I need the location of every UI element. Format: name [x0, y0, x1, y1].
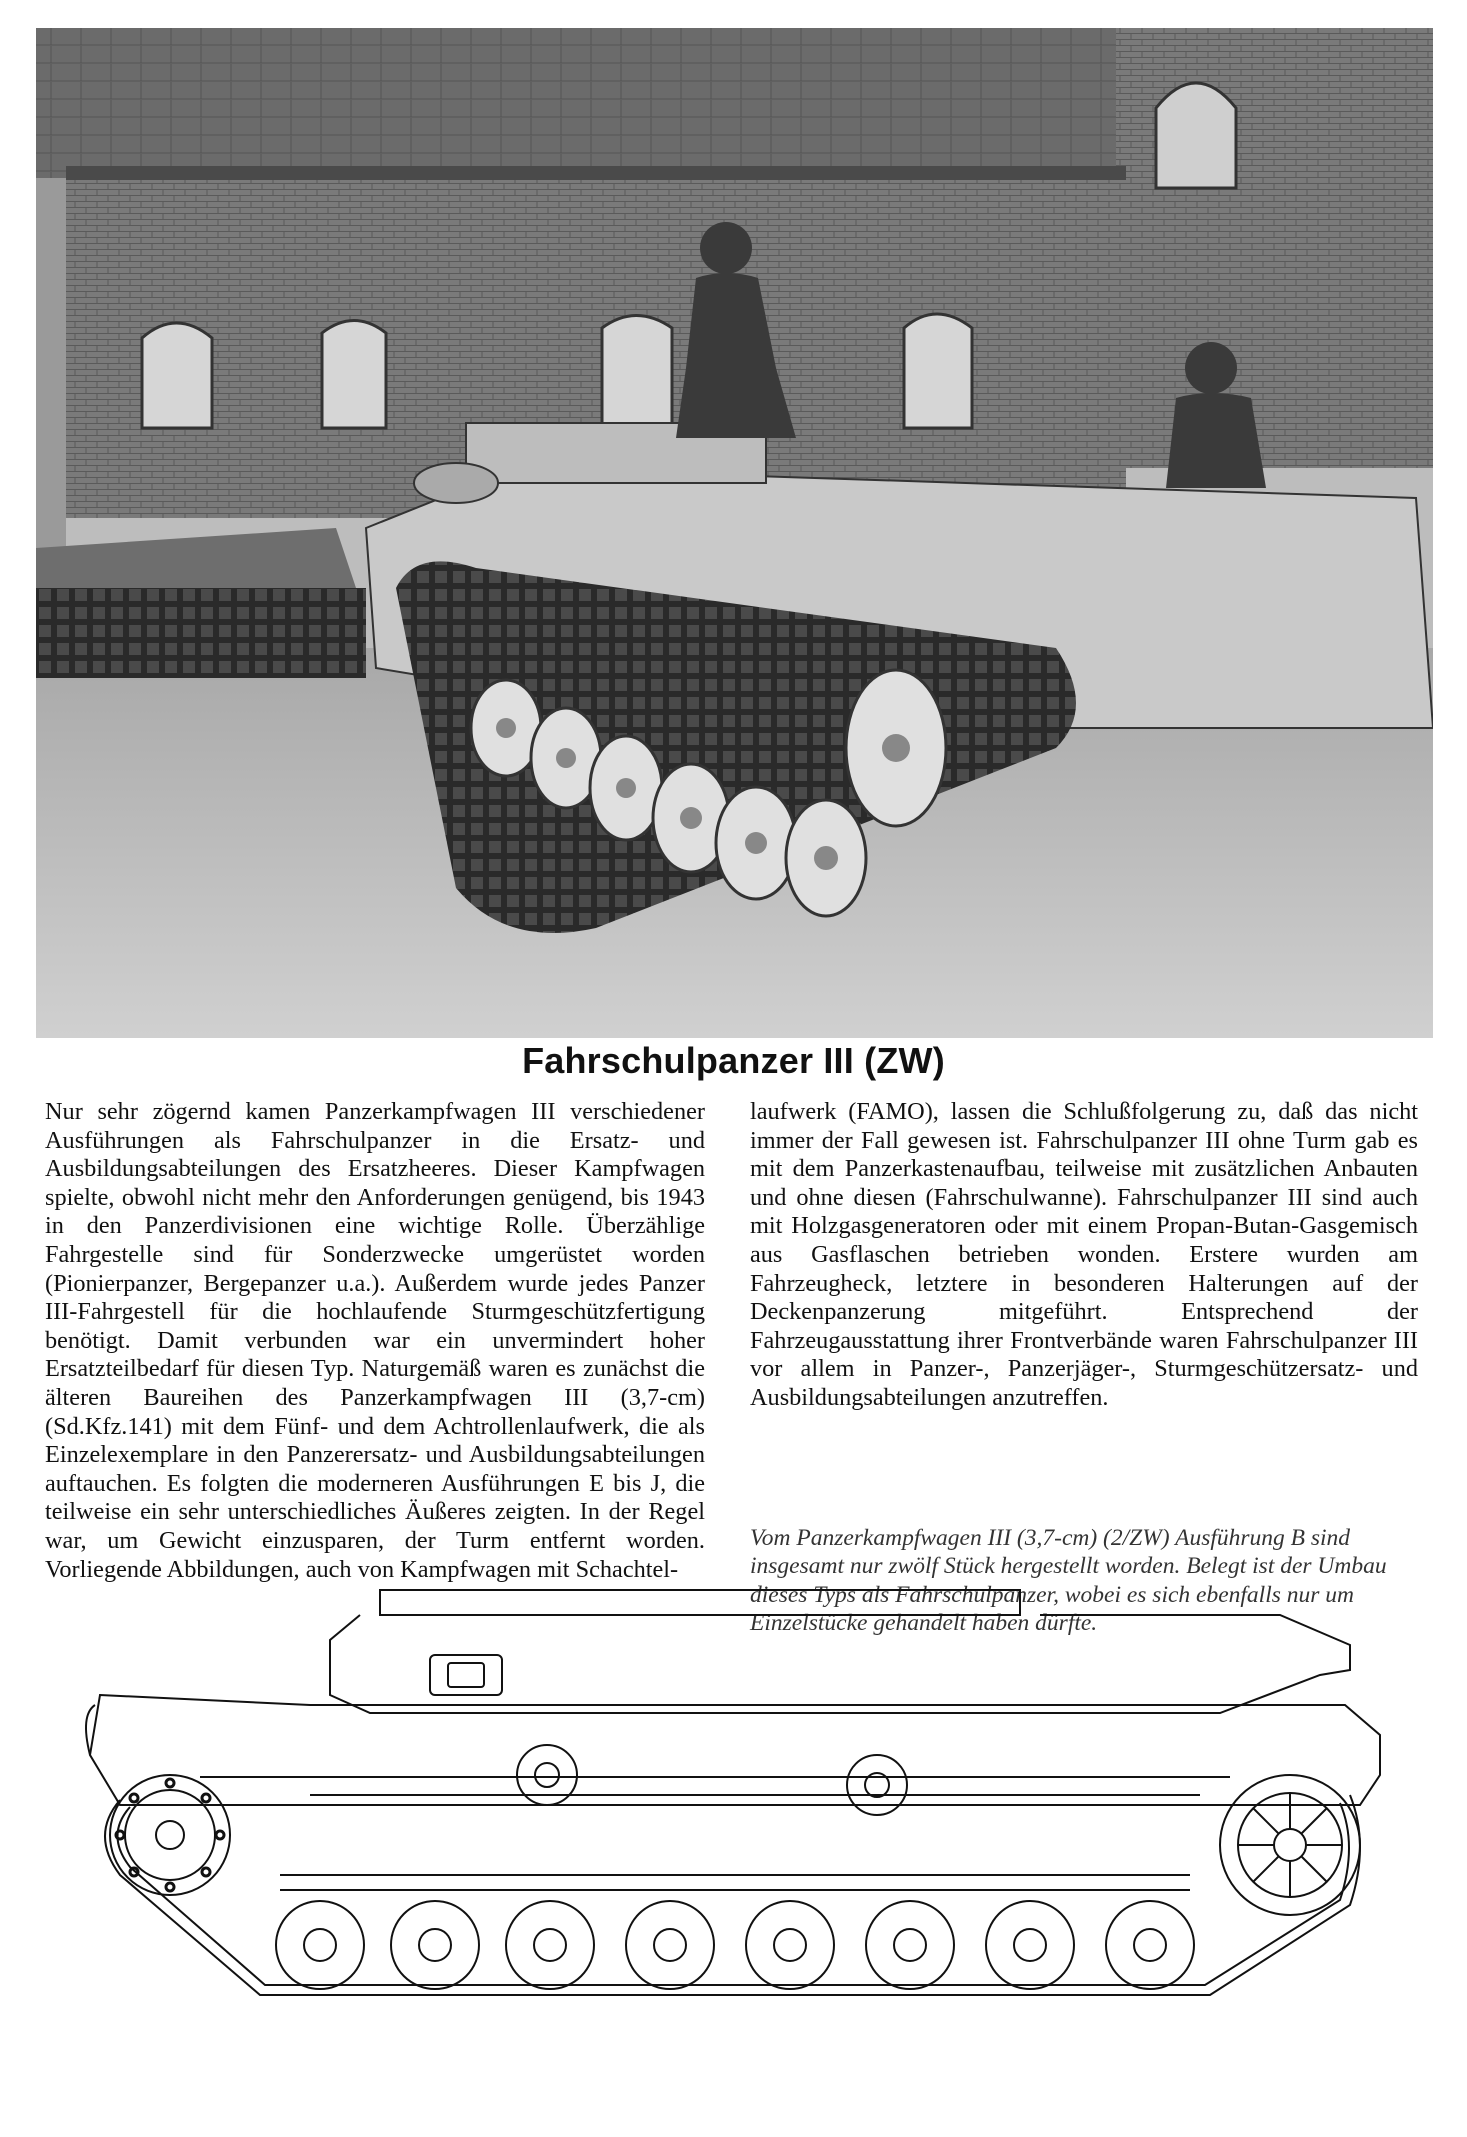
tank-photo — [36, 28, 1433, 1038]
body-paragraph-left: Nur sehr zögernd kamen Panzerkampfwagen III verschiedener Ausführungen als Fahrschulpanzer in die Ersatz- und Ausbildungsabteilungen des Ersatzheeres. Dieser Kampfwagen spielte, obwohl nicht mehr den Anforderungen genügend, bis 1943 in den Panzerdivisionen eine wichtige Rolle. Überzählige Fahrgestelle sind für Sonderzwecke umgerüstet worden (Pionierpanzer, Bergepanzer u.a.). Außerdem wurde jedes Panzer III-Fahrgestell für die hochlaufende Sturmgeschützfertigung benötigt. Damit verbunden war ein unvermindert hoher Ersatzteilbedarf für diesen Typ. Naturgemäß waren es zunächst die älteren Baureihen des Panzerkampfwagen III (3,7-cm) (Sd.Kfz.141) mit dem Fünf- und dem Achtrollenlaufwerk, die als Einzelexemplare in den Panzerersatz- und Ausbildungsabteilungen auftauchen. Es folgten die moderneren Ausführungen E bis J, die teilweise ein sehr unterschiedliches Äußeres zeigten. In der Regel war, um Gewicht einzusparen, der Turm entfernt worden. Vorliegende Abbildungen, auch von Kampfwagen mit Schachtel- — [45, 1098, 705, 1583]
body-text-right-column — [750, 1098, 1418, 1413]
body-paragraph-right: laufwerk (FAMO), lassen die Schlußfolgerung zu, daß das nicht immer der Fall gewesen ist. Fahrschulpanzer III ohne Turm gab es mit dem Panzerkastenaufbau, teilweise mit zusätzlichen Anbauten und ohne diesen (Fahrschulwanne). Fahrschulpanzer III sind auch mit Holzgasgeneratoren oder mit einem Propan-Butan-Gasgemisch aus Gasflaschen betrieben wonden. Erstere wurden am Fahrzeugheck, letztere in besonderen Halterungen auf der Deckenpanzerung mitgeführt. Entsprechend der Fahrzeugausstattung ihrer Frontverbände waren Fahrschulpanzer III vor allem in Panzer-, Panzerjäger-, Sturmgeschützersatz- und Ausbildungsabteilungen anzutreffen. — [750, 1098, 1418, 1411]
drawing-caption: Vom Panzerkampfwagen III (3,7-cm) (2/ZW) Ausführung B sind insgesamt nur zwölf Stück hergestellt worden. Belegt ist der Umbau dieses Typs als Fahrschulpanzer, wobei es sich ebenfalls nur um Einzelstücke gehandelt haben dürfte. — [750, 1525, 1387, 1636]
body-text-left-column — [45, 1098, 705, 1584]
tank-line-drawing — [60, 1545, 1427, 2125]
page-title: Fahrschulpanzer III (ZW) — [522, 1040, 945, 1081]
